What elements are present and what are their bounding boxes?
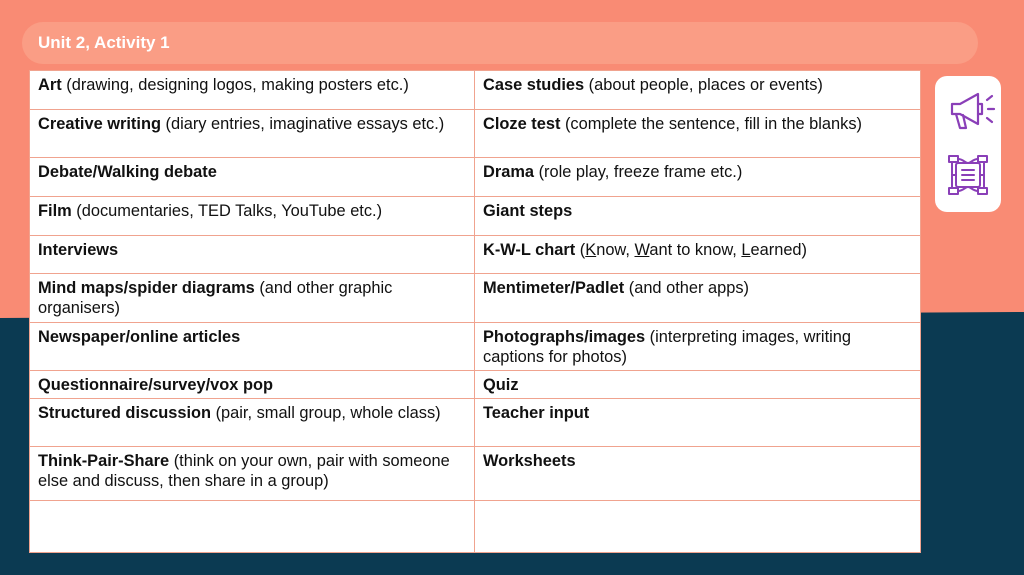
- cell-title: Newspaper/online articles: [38, 328, 241, 346]
- table-row: [30, 447, 921, 501]
- cell-title: Drama: [483, 163, 535, 181]
- cell-detail: (and other graphic organisers): [38, 279, 393, 317]
- cell-title: K-W-L chart: [483, 241, 576, 259]
- cell-title: Questionnaire/survey/vox pop: [38, 376, 273, 394]
- table-cell: [30, 501, 475, 553]
- cell-detail: (interpreting images, writing captions for photos): [483, 328, 852, 366]
- cell-detail: (think on your own, pair with someone else and discuss, then share in a group): [38, 452, 450, 490]
- table-row: [30, 197, 921, 236]
- table-cell: [475, 197, 921, 236]
- kwl-open: (: [575, 241, 586, 259]
- table-cell: [30, 110, 475, 158]
- table-cell: [475, 399, 921, 447]
- kwl-w-rest: ant to know,: [649, 241, 742, 259]
- table-cell: [30, 371, 475, 399]
- table-cell: [475, 447, 921, 501]
- cell-detail: (drawing, designing logos, making posters etc.): [61, 76, 409, 94]
- table-cell: [475, 236, 921, 274]
- kwl-w: W: [634, 241, 650, 259]
- cell-title: Mind maps/spider diagrams: [38, 279, 255, 297]
- kwl-l-rest: earned): [750, 241, 808, 259]
- icon-panel: [935, 76, 1001, 212]
- table-cell: [475, 501, 921, 553]
- activity-table: [29, 70, 921, 553]
- cell-detail: (role play, freeze frame etc.): [534, 163, 743, 181]
- table-cell: [30, 274, 475, 323]
- table-row: [30, 274, 921, 323]
- cell-title: Interviews: [38, 241, 119, 259]
- cell-title: Structured discussion: [38, 404, 212, 422]
- title-bar: [22, 22, 978, 64]
- cell-title: Quiz: [483, 376, 519, 394]
- cell-title: Debate/Walking debate: [38, 163, 217, 181]
- table-row: [30, 501, 921, 553]
- table-cell: [475, 323, 921, 371]
- table-cell: [475, 274, 921, 323]
- table-cell: [30, 71, 475, 110]
- table-row: [30, 371, 921, 399]
- cell-title: Teacher input: [483, 404, 590, 422]
- table-cell: [475, 371, 921, 399]
- cell-detail: (pair, small group, whole class): [211, 404, 441, 422]
- cell-title: Think-Pair-Share: [38, 452, 170, 470]
- kwl-k-rest: now,: [596, 241, 635, 259]
- cell-title: Mentimeter/Padlet: [483, 279, 625, 297]
- linked-hands-icon: [943, 150, 993, 200]
- cell-detail: (and other apps): [624, 279, 750, 297]
- table-row: [30, 399, 921, 447]
- kwl-l: L: [741, 241, 751, 259]
- table-row: [30, 323, 921, 371]
- table-cell: [475, 158, 921, 197]
- cell-detail: (documentaries, TED Talks, YouTube etc.): [71, 202, 383, 220]
- table-cell: [475, 71, 921, 110]
- cell-title: Giant steps: [483, 202, 573, 220]
- cell-title: Cloze test: [483, 115, 561, 133]
- cell-title: Art: [38, 76, 62, 94]
- cell-detail: (complete the sentence, fill in the blanks): [560, 115, 862, 133]
- cell-title: Photographs/images: [483, 328, 646, 346]
- cell-title: Film: [38, 202, 72, 220]
- cell-title: Worksheets: [483, 452, 576, 470]
- table-cell: [30, 236, 475, 274]
- cell-title: Case studies: [483, 76, 585, 94]
- kwl-k: K: [585, 241, 597, 259]
- table-cell: [30, 158, 475, 197]
- table-row: [30, 158, 921, 197]
- slide-title: Unit 2, Activity 1: [38, 33, 170, 52]
- table-cell: [30, 399, 475, 447]
- table-cell: [30, 447, 475, 501]
- table-row: [30, 71, 921, 110]
- table-row: [30, 236, 921, 274]
- cell-detail: (diary entries, imaginative essays etc.): [160, 115, 445, 133]
- table-cell: [30, 323, 475, 371]
- cell-detail: (about people, places or events): [584, 76, 823, 94]
- table-row: [30, 110, 921, 158]
- table-cell: [475, 110, 921, 158]
- megaphone-icon: [946, 86, 998, 136]
- table-cell: [30, 197, 475, 236]
- cell-title: Creative writing: [38, 115, 161, 133]
